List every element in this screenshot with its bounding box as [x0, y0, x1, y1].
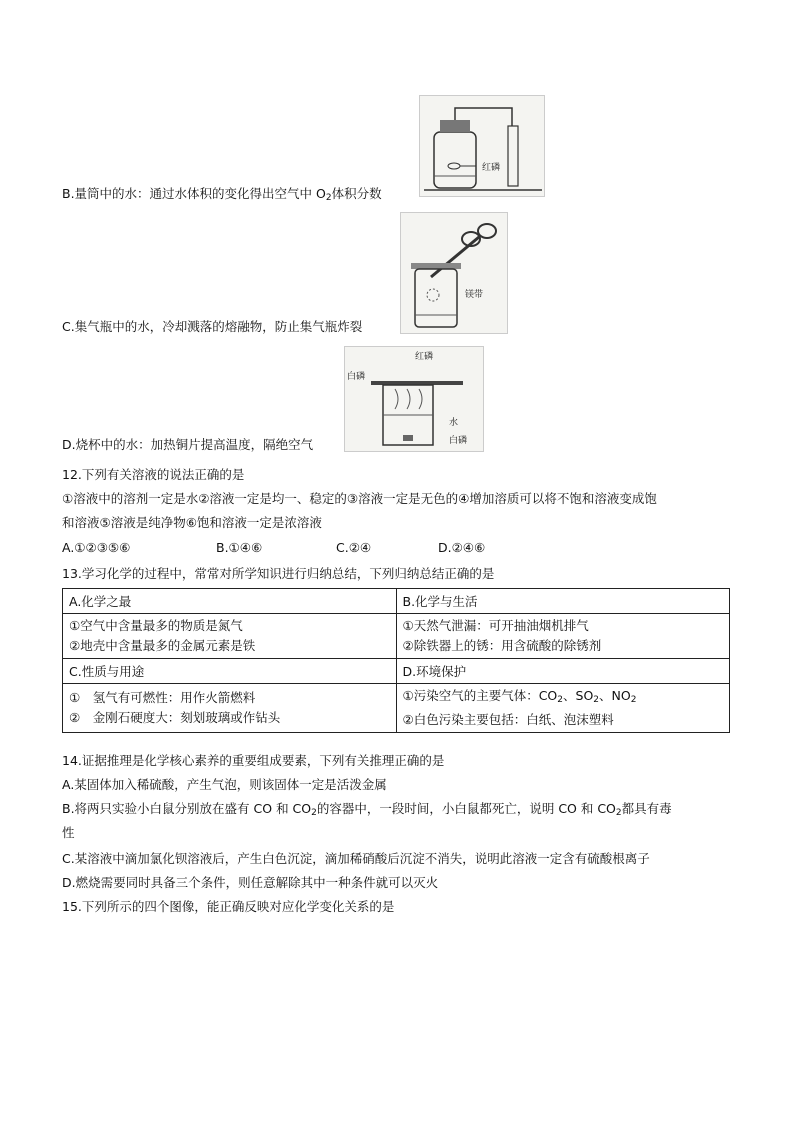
q13-cell-a-body: ①空气中含量最多的物质是氮气 ②地壳中含量最多的金属元素是铁 [63, 614, 397, 659]
q14-option-b[interactable]: B.将两只实验小白鼠分别放在盛有 CO 和 $CO_2$的容器中，一段时间，小白鼠都死亡，说明 CO 和 $CO_2$都具有毒 [62, 801, 672, 818]
q13-cell-b-head[interactable]: B.化学与生活 [396, 589, 730, 614]
fig-label-water: 水 [449, 418, 459, 428]
fig-label-bottom: 白磷 [449, 436, 468, 446]
figure-magnesium-jar [400, 212, 508, 334]
q14-option-d[interactable]: D.燃烧需要同时具备三个条件，则任意解除其中一种条件就可以灭火 [62, 875, 439, 890]
figure-phosphorus-cylinder [419, 95, 545, 197]
q13-cell-a-head[interactable]: A.化学之最 [63, 589, 397, 614]
q12-option-c[interactable]: C.②④ [336, 540, 372, 555]
q14-option-a[interactable]: A.某固体加入稀硫酸，产生气泡，则该固体一定是活泼金属 [62, 777, 387, 792]
q13-cell-b-body: ①天然气泄漏：可开抽油烟机排气 ②除铁器上的锈：用含硫酸的除锈剂 [396, 614, 730, 659]
q11-option-b: B.量筒中的水：通过水体积的变化得出空气中 $O_2$体积分数 [62, 186, 382, 203]
q12-statements-line2: 和溶液⑤溶液是纯净物⑥饱和溶液一定是浓溶液 [62, 515, 322, 530]
q13-stem: 13.学习化学的过程中，常常对所学知识进行归纳总结，下列归纳总结正确的是 [62, 566, 495, 581]
q12-option-b[interactable]: B.①④⑥ [216, 540, 263, 555]
q12-statements-line1: ①溶液中的溶剂一定是水②溶液一定是均一、稳定的③溶液一定是无色的④增加溶质可以将不饱和溶液变成饱 [62, 491, 657, 506]
q11-option-d: D.烧杯中的水：加热铜片提高温度，隔绝空气 [62, 437, 314, 452]
fig-label-left: 白磷 [347, 372, 366, 382]
q13-cell-c-body: ① 氢气有可燃性：用作火箭燃料 ② 金刚石硬度大：刻划玻璃或作钻头 [63, 684, 397, 733]
q14-option-c[interactable]: C.某溶液中滴加氯化钡溶液后，产生白色沉淀，滴加稀硝酸后沉淀不消失，说明此溶液一定含有硫酸根离子 [62, 851, 650, 866]
q13-cell-c-head[interactable]: C.性质与用途 [63, 659, 397, 684]
q13-summary-table [62, 588, 730, 733]
q13-cell-d-head[interactable]: D.环境保护 [396, 659, 730, 684]
q13-cell-d-body: ①污染空气的主要气体：$CO_2$、$SO_2$、$NO_2$ ②白色污染主要包括：白纸、泡沫塑料 [396, 684, 730, 733]
fig-label-magnesium: 镁带 [465, 290, 484, 300]
q12-stem: 12.下列有关溶液的说法正确的是 [62, 467, 245, 482]
q11-option-c: C.集气瓶中的水，冷却溅落的熔融物，防止集气瓶炸裂 [62, 319, 363, 334]
figure-beaker-copper [344, 346, 484, 452]
fig-label-top: 红磷 [415, 352, 434, 362]
fig-label-red-phosphorus: 红磷 [482, 163, 501, 173]
q14-stem: 14.证据推理是化学核心素养的重要组成要素，下列有关推理正确的是 [62, 753, 445, 768]
q15-stem: 15.下列所示的四个图像，能正确反映对应化学变化关系的是 [62, 899, 395, 914]
q12-option-a[interactable]: A.①②③⑤⑥ [62, 540, 131, 555]
q14-option-b-cont: 性 [62, 825, 75, 840]
q12-option-d[interactable]: D.②④⑥ [438, 540, 486, 555]
